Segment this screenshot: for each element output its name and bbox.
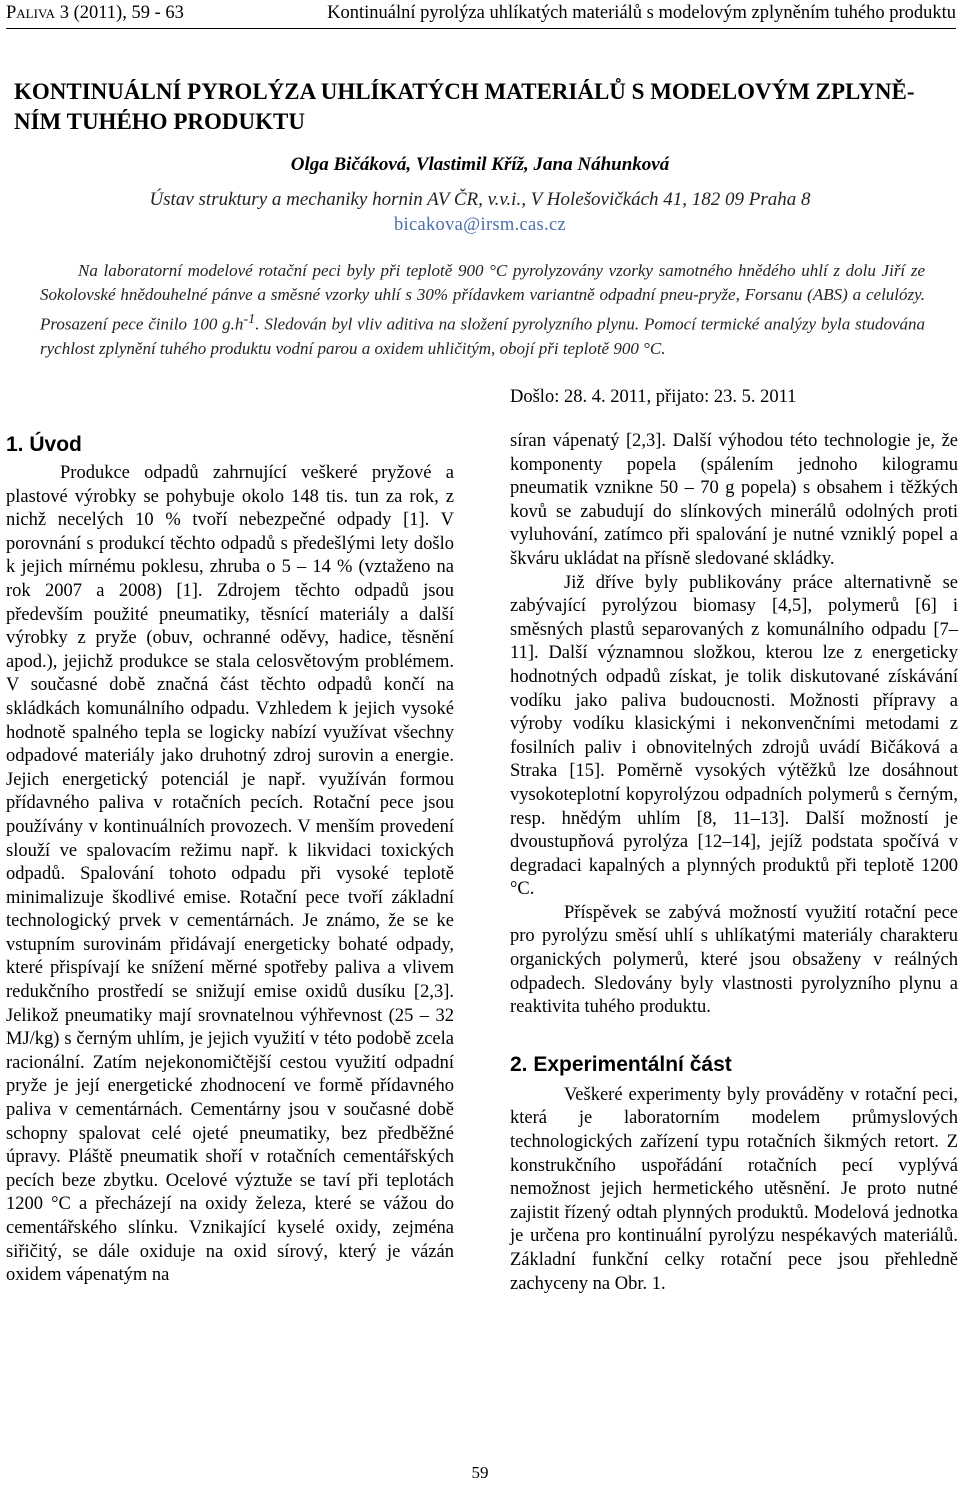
authors: Olga Bičáková, Vlastimil Kříž, Jana Náhunková <box>290 154 670 175</box>
page-number: 59 <box>471 1463 489 1482</box>
affiliation: Ústav struktury a mechaniky hornin AV ČR, v.v.i., V Holešovičkách 41, 182 09 Praha 8 <box>149 189 811 210</box>
abstract-sup: -1 <box>243 311 256 327</box>
experimental-paragraph: Veškeré experimenty byly prováděny v rotační peci, která je laboratorním modelem průmyslových technologických zařízení typu rotačních šikmých retort. Z konstrukčního uspořádání rotačních pecí vyplývá nemožnost jejich hermetického utěsnění. Je proto nutné zajistit řízený odtah plynných produktů. Modelová jednotka je určena pro kontinuální pyrolýzu nespékavých materiálů. Základní funkční celky rotační pece jsou přehledně zachyceny na Obr. 1. <box>510 1084 958 1294</box>
abstract <box>40 259 925 361</box>
running-title: Kontinuální pyrolýza uhlíkatých materiálů s modelovým zplyněním tuhého produktu <box>327 3 956 23</box>
intro-paragraph: Produkce odpadů zahrnující veškeré pryžové a plastové výrobky se pohybuje okolo 148 tis. tun za rok, z nichž necelých 10 % tvoří nebezpečné odpady [1]. V porovnání s produkcí těchto odpadů s předešlými lety došlo k jejich mírnému poklesu, zhruba o 5 – 14 % (vztaženo na rok 2007 a 2008) [1]. Zdrojem těchto odpadů jsou především použité pneumatiky, těsnící materiály a další výrobky z pryže (obuv, ochranné oděvy, hadice, těsnění apod.), jejichž produkce se stala celosvětovým problémem. V současné době značná část těchto odpadů končí na skládkách komunálního odpadu. Vzhledem k jejich vysoké hodnotě spalného tepla se logicky nabízí využívat všechny odpadové materiály jako druhotný zdroj surovin a energie. Jejich energetický potenciál je např. využíván formou přídavného paliva v rotačních pecích. Rotační pece jsou používány v kontinuálních provozech. V menším provedení slouží ve spalovacím režimu např. k likvidaci toxických odpadů. Spalování tohoto odpadu při vysoké teplotě minimalizuje škodlivé emise. Rotační pece tvoří základní technologický prvek v cementárnách. Je známo, že se ke vstupním surovinám přidávají energeticky bohaté odpady, které přispívají ke snížení měrné spotřeby paliva a vlivem redukčního prostředí se snižují emise oxidů dusíku [2,3]. Jelikož pneumatiky mají srovnatelnou výhřevnost (25 – 32 MJ/kg) s černým uhlím, je jejich využití v této podobě zcela racionální. Zatím nejekonomičtější cestou využití odpadní pryže je její energetické zhodnocení ve formě přídavného paliva v cementárnách. Cementárny jsou v současné době schopny spalovat celé ojeté pneumatiky, bez předběžné úpravy. Pláště pneumatik shoří v rotačních cementářských pecích beze zbytku. Ocelové výztuže se taví při teplotách 1200 °C a přecházejí na oxidy železa, které se vážou do cementářského slínku. Vznikající kyselé oxidy, zejména siřičitý, se dále oxiduje na oxid sírový, který je vázán oxidem vápenatým na <box>6 463 454 1286</box>
left-column <box>6 430 454 1288</box>
header-rule <box>6 28 956 29</box>
journal-name: Paliva <box>6 3 56 23</box>
paper-title: KONTINUÁLNÍ PYROLÝZA UHLÍKATÝCH MATERIÁLŮ S MODELOVÝM ZPLYNĚ-NÍM TUHÉHO PRODUKTU <box>14 79 915 134</box>
abstract-part2: . Sledován byl vliv aditiva na složení pyrolyzního plynu. Pomocí termické analýzy byla studována rychlost zplynění tuhého produktu vodní parou a oxidem uhličitým, obojí při teplotě 900 °C. <box>40 314 925 358</box>
section-heading-intro: 1. Úvod <box>6 433 82 456</box>
author-email[interactable]: bicakova@irsm.cas.cz <box>394 215 566 235</box>
intro-paragraph-2: Již dříve byly publikovány práce alternativně se zabývající pyrolýzou biomasy [4,5], polymerů [6] i směsných plastů separovaných z komunálního odpadu [7–11]. Další významnou složkou, kterou lze z energeticky hodnotných odpadů získat, je tolik diskutované získávání vodíku jako paliva budoucnosti. Možnosti přípravy a výroby vodíku klasickými i nekonvenčními metodami z fosilních paliv i obnovitelných zdrojů uvádí Bičáková a Straka [15]. Poměrně vysokých výtěžků lze dosáhnout vysokoteplotní kopyrolýzou odpadních polymerů s černým, resp. hnědým uhlím [8, 11–13]. Další možností je dvoustupňová pyrolýza [12–14], jejíž podstata spočívá v degradaci kapalných a plynných produktů při teplotě 1200 °C. <box>510 572 958 900</box>
abstract-part1: Na laboratorní modelové rotační peci byly při teplotě 900 °C pyrolyzovány vzorky samotného hnědého uhlí z dolu Jiří ze Sokolovské hnědouhelné pánve a směsné vzorky uhlí s 30% přídavkem variantně odpadní pneu-pryže, Forsanu (ABS) a celulózy. Prosazení pece činilo 100 g.h <box>40 261 925 334</box>
intro-paragraph-3: Příspěvek se zabývá možností využití rotační pece pro pyrolýzu směsí uhlí s uhlíkatými materiály charakteru organických polymerů, které jsou obsaženy v reálných odpadech. Sledovány byly vlastnosti pyrolyzního plynu a reaktivita tuhého produktu. <box>510 902 958 1018</box>
running-header <box>6 0 956 30</box>
intro-continuation: síran vápenatý [2,3]. Další výhodou této technologie je, že komponenty popela (spálením jednoho kilogramu pneumatik vznikne 50 – 70 g popela) s obsahem i těžkých kovů se zabudují do slínkových minerálů odolných proti vyluhování, zatímco při spalování je nutné vzniklý popel a škváru ukládat na přísně sledované skládky. <box>510 431 958 569</box>
received-dates: Došlo: 28. 4. 2011, přijato: 23. 5. 2011 <box>510 387 797 407</box>
section-heading-experimental: 2. Experimentální část <box>510 1052 732 1076</box>
journal-volume: 3 (2011), 59 - 63 <box>59 3 184 23</box>
right-column <box>510 430 958 1296</box>
